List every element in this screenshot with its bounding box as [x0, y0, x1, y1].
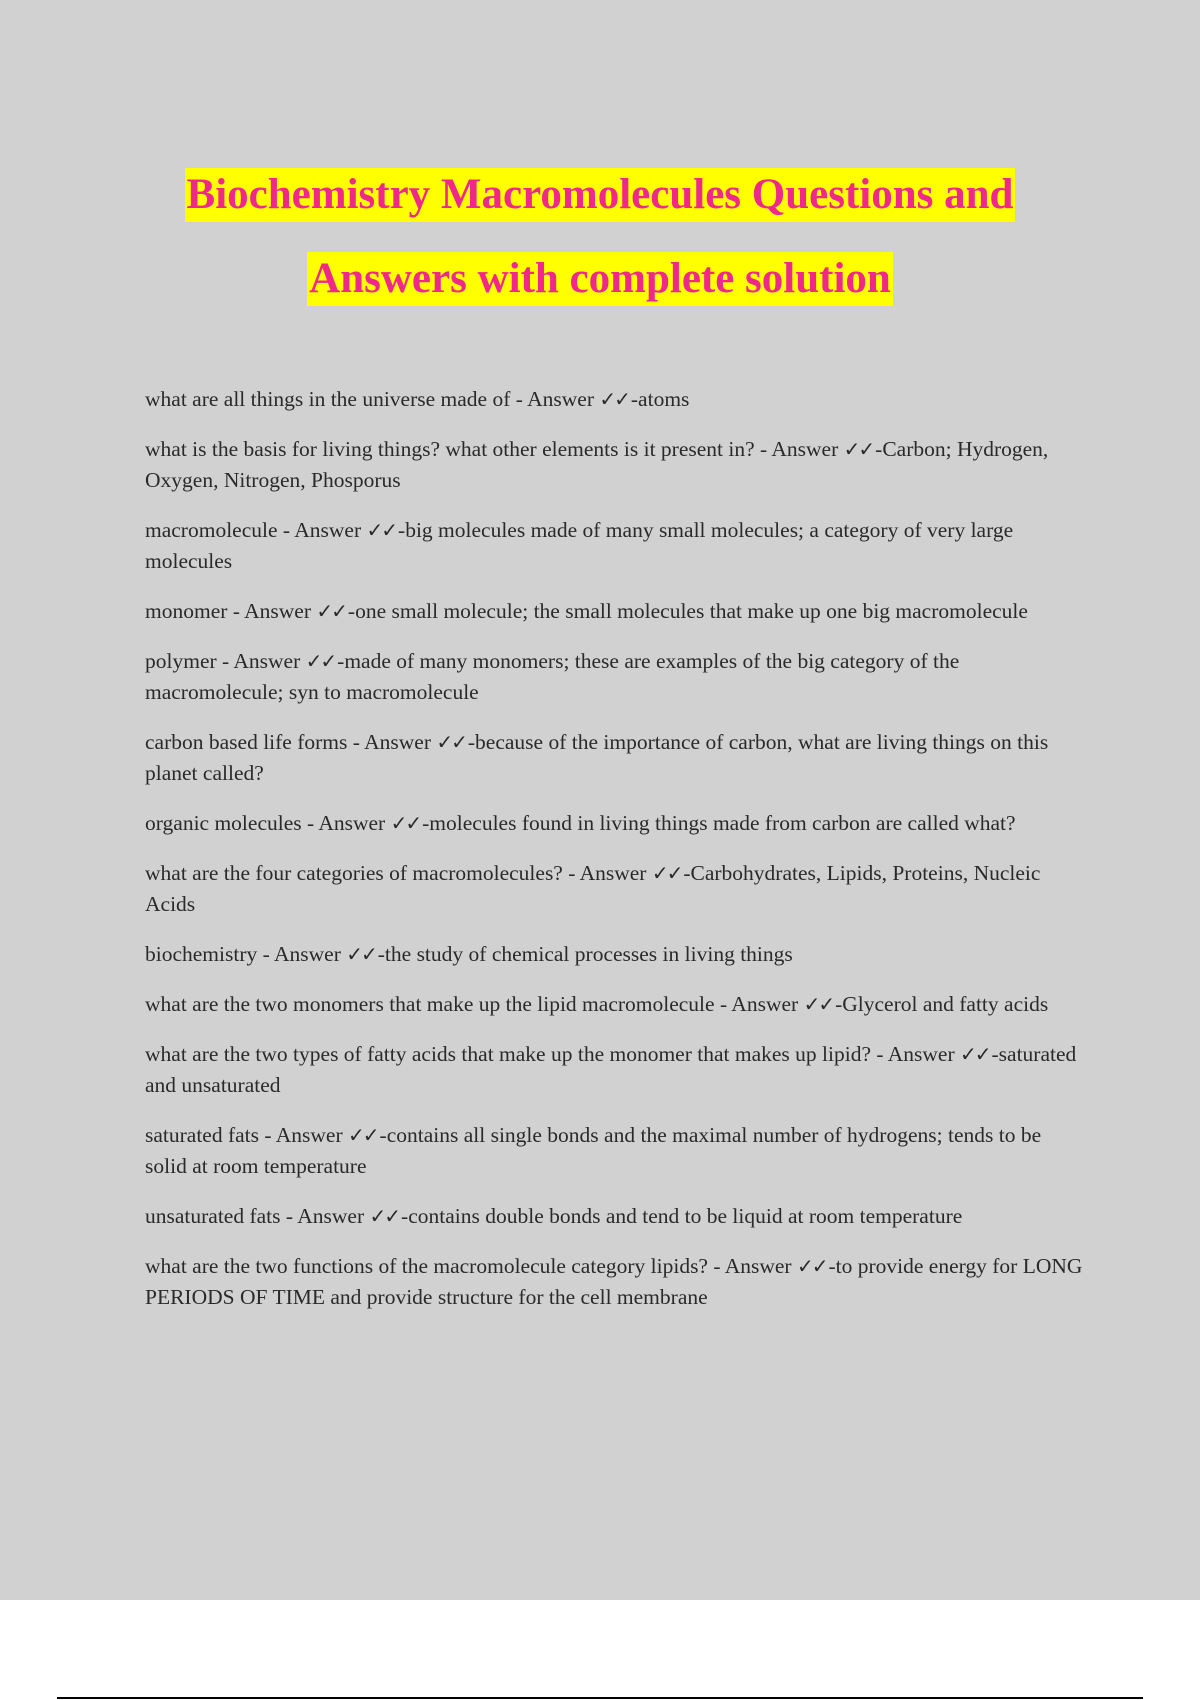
qa-list — [145, 384, 1085, 1332]
qa-item — [145, 858, 1085, 920]
title-line-2: Answers with complete solution — [307, 252, 893, 306]
checkmark-icon: ✓✓ — [390, 811, 421, 835]
checkmark-icon: ✓✓ — [316, 599, 346, 623]
qa-item — [145, 727, 1085, 789]
qa-item — [145, 1201, 1085, 1232]
qa-separator: - Answer — [754, 437, 844, 461]
qa-answer: -atoms — [630, 387, 690, 411]
qa-item — [145, 434, 1085, 496]
checkmark-icon: ✓✓ — [651, 861, 682, 885]
qa-term: what are the two functions of the macromolecule category lipids? — [145, 1254, 708, 1278]
document-title — [0, 168, 1200, 306]
qa-item — [145, 646, 1085, 708]
title-gap — [0, 222, 1200, 252]
qa-item — [145, 989, 1085, 1020]
qa-separator: - Answer — [562, 861, 652, 885]
checkmark-icon: ✓✓ — [366, 518, 397, 542]
checkmark-icon: ✓✓ — [346, 942, 376, 966]
qa-separator: - Answer — [347, 730, 437, 754]
qa-answer: -to provide energy for LONG PERIODS OF TIME and provide structure for the cell membrane — [145, 1254, 1083, 1309]
qa-item — [145, 596, 1085, 627]
qa-term: what are the four categories of macromolecules? — [145, 861, 563, 885]
qa-answer: -big molecules made of many small molecules; a category of very large molecules — [145, 518, 1014, 573]
qa-term: macromolecule — [145, 518, 278, 542]
qa-separator: - Answer — [510, 387, 600, 411]
qa-separator: - Answer — [714, 992, 804, 1016]
qa-item — [145, 1251, 1085, 1313]
checkmark-icon: ✓✓ — [305, 649, 336, 673]
title-line-1: Biochemistry Macromolecules Questions and — [185, 168, 1016, 222]
qa-answer: -saturated and unsaturated — [145, 1042, 1077, 1097]
qa-separator: - Answer — [280, 1204, 370, 1228]
checkmark-icon: ✓✓ — [803, 992, 834, 1016]
qa-answer: -because of the importance of carbon, what are living things on this planet called? — [145, 730, 1049, 785]
qa-term: what are the two monomers that make up the lipid macromolecule — [145, 992, 715, 1016]
checkmark-icon: ✓✓ — [436, 730, 466, 754]
qa-separator: - Answer — [216, 649, 306, 673]
footer-rule — [57, 1697, 1143, 1699]
qa-item — [145, 808, 1085, 839]
qa-separator: - Answer — [257, 942, 347, 966]
qa-term: monomer — [145, 599, 228, 623]
checkmark-icon: ✓✓ — [599, 387, 629, 411]
qa-separator: - Answer — [871, 1042, 960, 1066]
qa-separator: - Answer — [707, 1254, 797, 1278]
qa-term: saturated fats — [145, 1123, 260, 1147]
qa-separator: - Answer — [259, 1123, 349, 1147]
qa-item — [145, 1120, 1085, 1182]
checkmark-icon: ✓✓ — [960, 1042, 990, 1066]
qa-separator: - Answer — [227, 599, 317, 623]
qa-term: polymer — [145, 649, 217, 673]
checkmark-icon: ✓✓ — [843, 437, 874, 461]
qa-term: what are all things in the universe made of — [145, 387, 511, 411]
qa-separator: - Answer — [277, 518, 367, 542]
qa-item — [145, 384, 1085, 415]
qa-answer: -Carbohydrates, Lipids, Proteins, Nucleic Acids — [145, 861, 1041, 916]
qa-term: organic molecules — [145, 811, 302, 835]
qa-answer: -contains double bonds and tend to be liquid at room temperature — [401, 1204, 963, 1228]
qa-answer: -Glycerol and fatty acids — [835, 992, 1049, 1016]
checkmark-icon: ✓✓ — [348, 1123, 378, 1147]
qa-answer: -Carbon; Hydrogen, Oxygen, Nitrogen, Phosporus — [145, 437, 1049, 492]
qa-separator: - Answer — [301, 811, 391, 835]
checkmark-icon: ✓✓ — [796, 1254, 827, 1278]
qa-answer: -made of many monomers; these are examples of the big category of the macromolecule; syn to macromolecule — [145, 649, 960, 704]
checkmark-icon: ✓✓ — [369, 1204, 400, 1228]
qa-term: carbon based life forms — [145, 730, 348, 754]
qa-item — [145, 939, 1085, 970]
qa-item — [145, 1039, 1085, 1101]
qa-term: biochemistry — [145, 942, 258, 966]
qa-term: unsaturated fats — [145, 1204, 281, 1228]
qa-item — [145, 515, 1085, 577]
qa-answer: -molecules found in living things made from carbon are called what? — [422, 811, 1016, 835]
qa-answer: -the study of chemical processes in living things — [377, 942, 793, 966]
qa-term: what are the two types of fatty acids that make up the monomer that makes up lipid? — [145, 1042, 872, 1066]
qa-answer: -contains all single bonds and the maximal number of hydrogens; tends to be solid at room temperature — [145, 1123, 1042, 1178]
qa-term: what is the basis for living things? what other elements is it present in? — [145, 437, 755, 461]
qa-answer: -one small molecule; the small molecules that make up one big macromolecule — [347, 599, 1028, 623]
